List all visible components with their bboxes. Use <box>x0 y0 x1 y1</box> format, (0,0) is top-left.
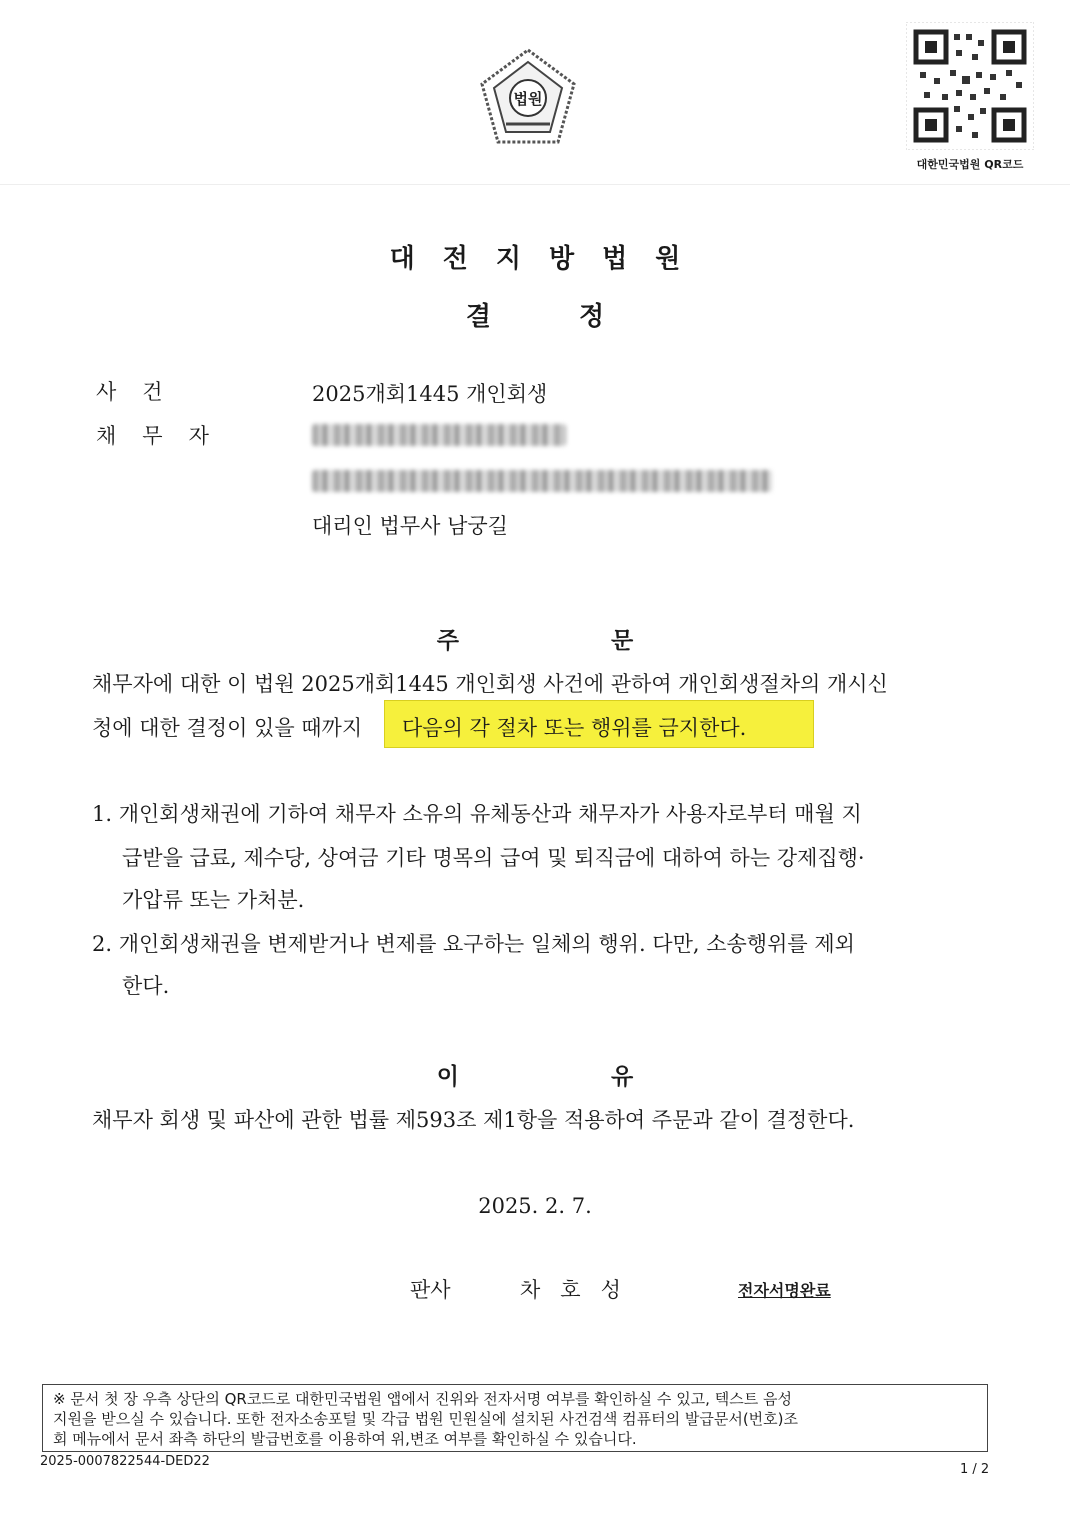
order-heading: 주 문 <box>436 628 706 654</box>
notice-line-3: 회 메뉴에서 문서 좌측 하단의 발급번호를 이용하여 위,변조 여부를 확인하실 수 있습니다. <box>53 1430 637 1448</box>
case-label: 사건 <box>96 380 189 404</box>
reason-text: 채무자 회생 및 파산에 관한 법률 제593조 제1항을 적용하여 주문과 같이 결정한다. <box>92 1108 855 1132</box>
order-item-1-line-1: 1. 개인회생채권에 기하여 채무자 소유의 유체동산과 채무자가 사용자로부터 매월 지 <box>92 802 862 826</box>
redacted-debtor-name <box>312 424 566 446</box>
electronic-signature-mark: 전자서명완료 <box>738 1281 831 1300</box>
order-item-1-line-3: 가압류 또는 가처분. <box>122 888 305 912</box>
redacted-debtor-address <box>312 470 772 492</box>
order-item-2-line-1: 2. 개인회생채권을 변제받거나 변제를 요구하는 일체의 행위. 다만, 소송행위를 제외 <box>92 932 855 956</box>
court-name: 대전지방법원 <box>389 244 709 274</box>
agent-info: 대리인 법무사 남궁길 <box>312 514 508 538</box>
debtor-label: 채무자 <box>96 424 235 448</box>
qr-caption: 대한민국법원 QR코드 <box>916 158 1024 171</box>
reason-heading: 이 유 <box>436 1064 706 1090</box>
qr-code-icon <box>906 22 1034 150</box>
header-divider <box>0 184 1070 185</box>
verification-notice <box>42 1384 988 1452</box>
judge-name: 차호성 <box>520 1278 641 1302</box>
decision-date: 2025. 2. 7. <box>478 1194 592 1218</box>
order-line-1: 채무자에 대한 이 법원 2025개회1445 개인회생 사건에 관하여 개인회생절차의 개시신 <box>92 672 888 696</box>
order-line-2-highlighted: 다음의 각 절차 또는 행위를 금지한다. <box>402 716 747 740</box>
page-number: 1 / 2 <box>960 1462 990 1477</box>
case-value: 2025개회1445 개인회생 <box>312 382 548 406</box>
notice-line-2: 지원을 받으실 수 있습니다. 또한 전자소송포털 및 각급 법원 민원실에 설치된 사건검색 컴퓨터의 발급문서(번호)조 <box>53 1410 799 1428</box>
seal-text: 법원 <box>513 90 543 108</box>
court-seal-icon <box>476 46 580 148</box>
judge-title: 판사 <box>410 1278 451 1302</box>
order-line-2: 청에 대한 결정이 있을 때까지 <box>92 716 363 740</box>
notice-line-1: ※ 문서 첫 장 우측 상단의 QR코드로 대한민국법원 앱에서 진위와 전자서명 여부를 확인하실 수 있고, 텍스트 음성 <box>53 1390 792 1408</box>
issue-number: 2025-0007822544-DED22 <box>40 1454 210 1469</box>
order-item-1-line-2: 급받을 급료, 제수당, 상여금 기타 명목의 급여 및 퇴직금에 대하여 하는 강제집행· <box>122 846 865 870</box>
document-type: 결정 <box>465 302 693 332</box>
order-item-2-line-2: 한다. <box>122 974 170 998</box>
